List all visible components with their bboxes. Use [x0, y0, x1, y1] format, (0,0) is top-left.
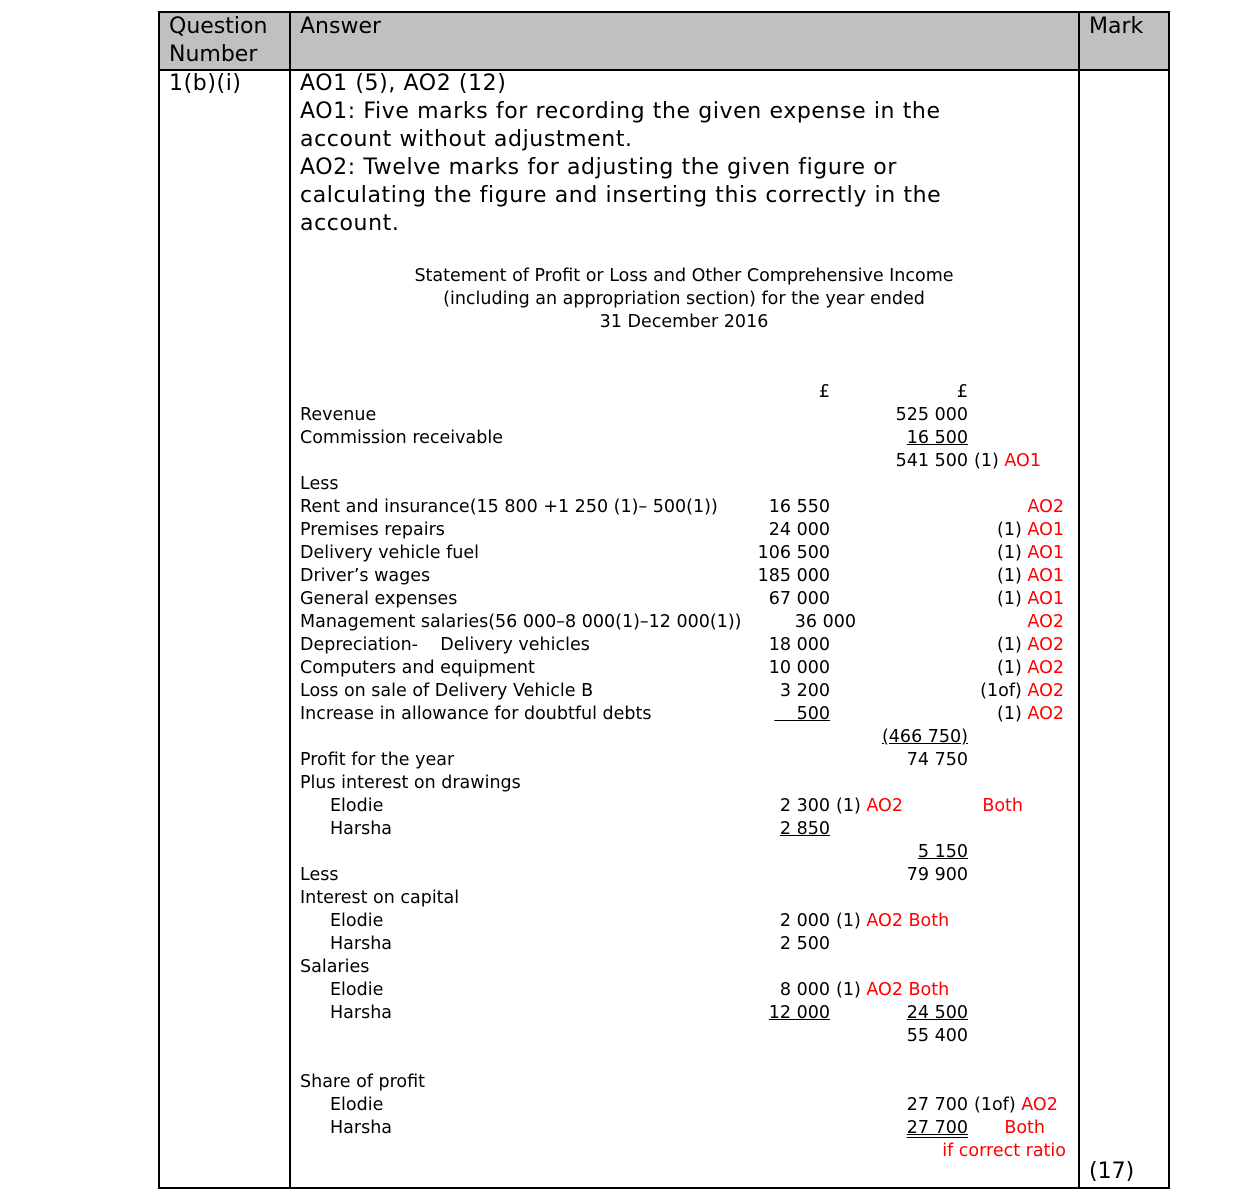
- amount-column-1: [780, 933, 830, 956]
- column-divider: [289, 13, 291, 1187]
- amount-value: 12 000: [768, 1003, 830, 1023]
- assessment-objective: AO1: [1027, 543, 1064, 563]
- amount-value: 16 550: [768, 497, 830, 517]
- question-number: 1(b)(i): [169, 71, 242, 96]
- mark-code: (1): [836, 980, 861, 1000]
- amount-value: 16 500: [906, 428, 968, 448]
- amount-column-2: [907, 1117, 968, 1140]
- assessment-objective: AO2: [1021, 1095, 1058, 1115]
- assessment-objective: AO2: [1027, 612, 1064, 632]
- statement-row: [300, 887, 1080, 910]
- row-label: Increase in allowance for doubtful debts: [300, 704, 652, 724]
- amount-value: 2 000: [779, 911, 830, 931]
- row-label: Harsha: [330, 819, 393, 839]
- row-label: Elodie: [330, 796, 384, 816]
- row-label: Harsha: [330, 934, 393, 954]
- statement-row: [300, 1117, 1080, 1140]
- assessment-objective: AO2: [1027, 635, 1064, 655]
- mark-allocation: [997, 588, 1064, 611]
- assessment-objective: AO1: [1004, 451, 1041, 471]
- mark-allocation: [942, 1140, 1066, 1163]
- statement-row: [300, 703, 1080, 726]
- amount-column-2: [907, 1094, 968, 1117]
- statement-title: [290, 265, 1078, 334]
- amount-value: £: [818, 382, 830, 402]
- row-label: Interest on capital: [300, 888, 460, 908]
- mark-note: [836, 910, 949, 933]
- amount-column-2: [907, 427, 968, 450]
- row-label: Harsha: [330, 1118, 393, 1138]
- amount-column-2: [896, 450, 968, 473]
- row-label: Less: [300, 474, 339, 494]
- mark-code: (1): [997, 543, 1022, 563]
- mark-code: (1): [997, 704, 1022, 724]
- amount-value: 185 000: [757, 566, 830, 586]
- row-label: Salaries: [300, 957, 370, 977]
- statement-row: [300, 726, 1080, 749]
- amount-column-1: [769, 519, 830, 542]
- row-label: Profit for the year: [300, 750, 455, 770]
- statement-row: [300, 1094, 1080, 1117]
- amount-column-1: [819, 381, 830, 404]
- intro-line: account.: [300, 211, 400, 236]
- mark-code: (1): [974, 451, 999, 471]
- statement-row: [300, 1048, 1080, 1071]
- amount-column-1: [780, 979, 830, 1002]
- statement-title-line: Statement of Profit or Loss and Other Comprehensive Income: [414, 266, 954, 286]
- row-label: General expenses: [300, 589, 458, 609]
- statement-row: [300, 565, 1080, 588]
- row-label: Delivery vehicle fuel: [300, 543, 479, 563]
- amount-value: 27 700: [906, 1118, 968, 1138]
- assessment-objective: AO2: [1027, 658, 1064, 678]
- header-answer: Answer: [300, 14, 382, 39]
- row-label: Depreciation- Delivery vehicles: [300, 635, 590, 655]
- statement-row: [300, 841, 1080, 864]
- amount-column-1: [780, 818, 830, 841]
- amount-column-2: [907, 749, 968, 772]
- amount-value: 24 000: [768, 520, 830, 540]
- row-label: Commission receivable: [300, 428, 503, 448]
- mark-allocation: [997, 657, 1064, 680]
- amount-column-2: [907, 864, 968, 887]
- statement-row: [300, 404, 1080, 427]
- statement-row: [300, 772, 1080, 795]
- mark-code: (1): [997, 658, 1022, 678]
- mark-note: [836, 979, 949, 1002]
- statement-row: [300, 611, 1080, 634]
- assessment-objective: AO2 Both: [866, 911, 950, 931]
- row-label: Elodie: [330, 980, 384, 1000]
- mark-allocation: [980, 680, 1064, 703]
- amount-value: 541 500: [895, 451, 968, 471]
- amount-value: 3 200: [779, 681, 830, 701]
- amount-value: 525 000: [895, 405, 968, 425]
- row-label: Loss on sale of Delivery Vehicle B: [300, 681, 594, 701]
- statement-row: [300, 1025, 1080, 1048]
- amount-value: 500: [774, 704, 830, 724]
- amount-column-2: [918, 841, 968, 864]
- assessment-objective: AO1: [1027, 566, 1064, 586]
- amount-value: 8 000: [779, 980, 830, 1000]
- mark-code: (1): [836, 796, 861, 816]
- statement-row: [300, 542, 1080, 565]
- mark-code: (1): [997, 635, 1022, 655]
- row-label: Harsha: [330, 1003, 393, 1023]
- row-label: Revenue: [300, 405, 377, 425]
- amount-column-1: [780, 680, 830, 703]
- amount-column-1: [780, 910, 830, 933]
- amount-value: 10 000: [768, 658, 830, 678]
- amount-column-1: [774, 703, 830, 726]
- statement-row: [300, 979, 1080, 1002]
- mark-allocation: [982, 795, 1023, 818]
- mark-code: (1of): [980, 681, 1022, 701]
- amount-value: 106 500: [757, 543, 830, 563]
- statement-row: [300, 680, 1080, 703]
- mark-allocation: [997, 703, 1064, 726]
- statement-row: [300, 427, 1080, 450]
- row-label: Management salaries(56 000–8 000(1)–12 000(1)): [300, 612, 742, 632]
- amount-column-1: [769, 588, 830, 611]
- header-question-number: Question Number: [169, 14, 268, 67]
- amount-value: 67 000: [768, 589, 830, 609]
- amount-column-1: [758, 542, 830, 565]
- amount-column-1: [769, 496, 830, 519]
- mark-note: [836, 795, 903, 818]
- amount-column-1: [758, 565, 830, 588]
- amount-column-1: [780, 795, 830, 818]
- assessment-objective: AO1: [1027, 589, 1064, 609]
- amount-column-2: [896, 404, 968, 427]
- amount-value: 2 300: [779, 796, 830, 816]
- assessment-objective: AO2: [1027, 704, 1064, 724]
- mark-code: (1): [997, 566, 1022, 586]
- assessment-objective: Both: [982, 796, 1023, 816]
- amount-value: 27 700: [906, 1095, 968, 1115]
- amount-value: £: [956, 382, 968, 402]
- statement-row: [300, 749, 1080, 772]
- amount-column-2: [907, 1025, 968, 1048]
- statement-row: [300, 496, 1080, 519]
- row-label: Elodie: [330, 1095, 384, 1115]
- statement-row: [300, 634, 1080, 657]
- statement-row: [300, 1140, 1080, 1163]
- statement-row: [300, 818, 1080, 841]
- mark-allocation: [997, 634, 1064, 657]
- statement-title-line: 31 December 2016: [599, 312, 769, 332]
- statement-row: [300, 473, 1080, 496]
- mark-code: (1of): [974, 1095, 1016, 1115]
- amount-column-1: [795, 611, 856, 634]
- mark-code: (1): [836, 911, 861, 931]
- amount-value: 55 400: [906, 1026, 968, 1046]
- statement-row: [300, 933, 1080, 956]
- amount-column-2: [957, 381, 968, 404]
- total-mark: (17): [1089, 1159, 1135, 1184]
- mark-code: (1): [997, 589, 1022, 609]
- amount-column-2: [882, 726, 968, 749]
- amount-column-1: [769, 634, 830, 657]
- amount-value: 5 150: [917, 842, 968, 862]
- assessment-objective: if correct ratio: [942, 1141, 1066, 1161]
- mark-allocation: [1004, 1117, 1045, 1140]
- row-label: Less: [300, 865, 339, 885]
- assessment-objective: AO1: [1027, 520, 1064, 540]
- assessment-objective: AO2 Both: [866, 980, 950, 1000]
- statement-row: [300, 1002, 1080, 1025]
- amount-column-1: [769, 657, 830, 680]
- statement-row: [300, 956, 1080, 979]
- statement-row: [300, 864, 1080, 887]
- statement-row: [300, 381, 1080, 404]
- header-mark: Mark: [1089, 14, 1144, 39]
- mark-code: (1): [997, 520, 1022, 540]
- row-label: Driver’s wages: [300, 566, 431, 586]
- intro-line: AO1 (5), AO2 (12): [300, 71, 507, 96]
- row-label: Computers and equipment: [300, 658, 535, 678]
- row-label: Elodie: [330, 911, 384, 931]
- statement-row: [300, 657, 1080, 680]
- assessment-objective: Both: [1004, 1118, 1045, 1138]
- statement-row: [300, 588, 1080, 611]
- intro-line: AO1: Five marks for recording the given expense in the: [300, 99, 941, 124]
- amount-value: (466 750): [881, 727, 968, 747]
- amount-column-2: [907, 1002, 968, 1025]
- amount-value: 18 000: [768, 635, 830, 655]
- intro-line: calculating the figure and inserting this correctly in the: [300, 183, 942, 208]
- row-label: Premises repairs: [300, 520, 445, 540]
- intro-line: AO2: Twelve marks for adjusting the given figure or: [300, 155, 897, 180]
- amount-value: 79 900: [906, 865, 968, 885]
- row-label: Share of profit: [300, 1072, 426, 1092]
- amount-value: 36 000: [794, 612, 856, 632]
- assessment-objective: AO2: [866, 796, 903, 816]
- row-label: Plus interest on drawings: [300, 773, 521, 793]
- amount-value: 24 500: [906, 1003, 968, 1023]
- statement-title-line: (including an appropriation section) for the year ended: [443, 289, 925, 309]
- mark-allocation: [1027, 611, 1064, 634]
- statement-row: [300, 1071, 1080, 1094]
- row-label: Rent and insurance(15 800 +1 250 (1)– 500(1)): [300, 497, 718, 517]
- mark-note: [974, 1094, 1058, 1117]
- mark-note: [974, 450, 1041, 473]
- mark-allocation: [997, 565, 1064, 588]
- assessment-objective: AO2: [1027, 681, 1064, 701]
- statement-row: [300, 910, 1080, 933]
- amount-column-1: [769, 1002, 830, 1025]
- intro-line: account without adjustment.: [300, 127, 633, 152]
- amount-value: 2 500: [779, 934, 830, 954]
- mark-allocation: [997, 542, 1064, 565]
- amount-value: 74 750: [906, 750, 968, 770]
- mark-allocation: [997, 519, 1064, 542]
- statement-row: [300, 795, 1080, 818]
- statement-row: [300, 450, 1080, 473]
- amount-value: 2 850: [779, 819, 830, 839]
- statement-row: [300, 519, 1080, 542]
- mark-allocation: [1027, 496, 1064, 519]
- assessment-objective: AO2: [1027, 497, 1064, 517]
